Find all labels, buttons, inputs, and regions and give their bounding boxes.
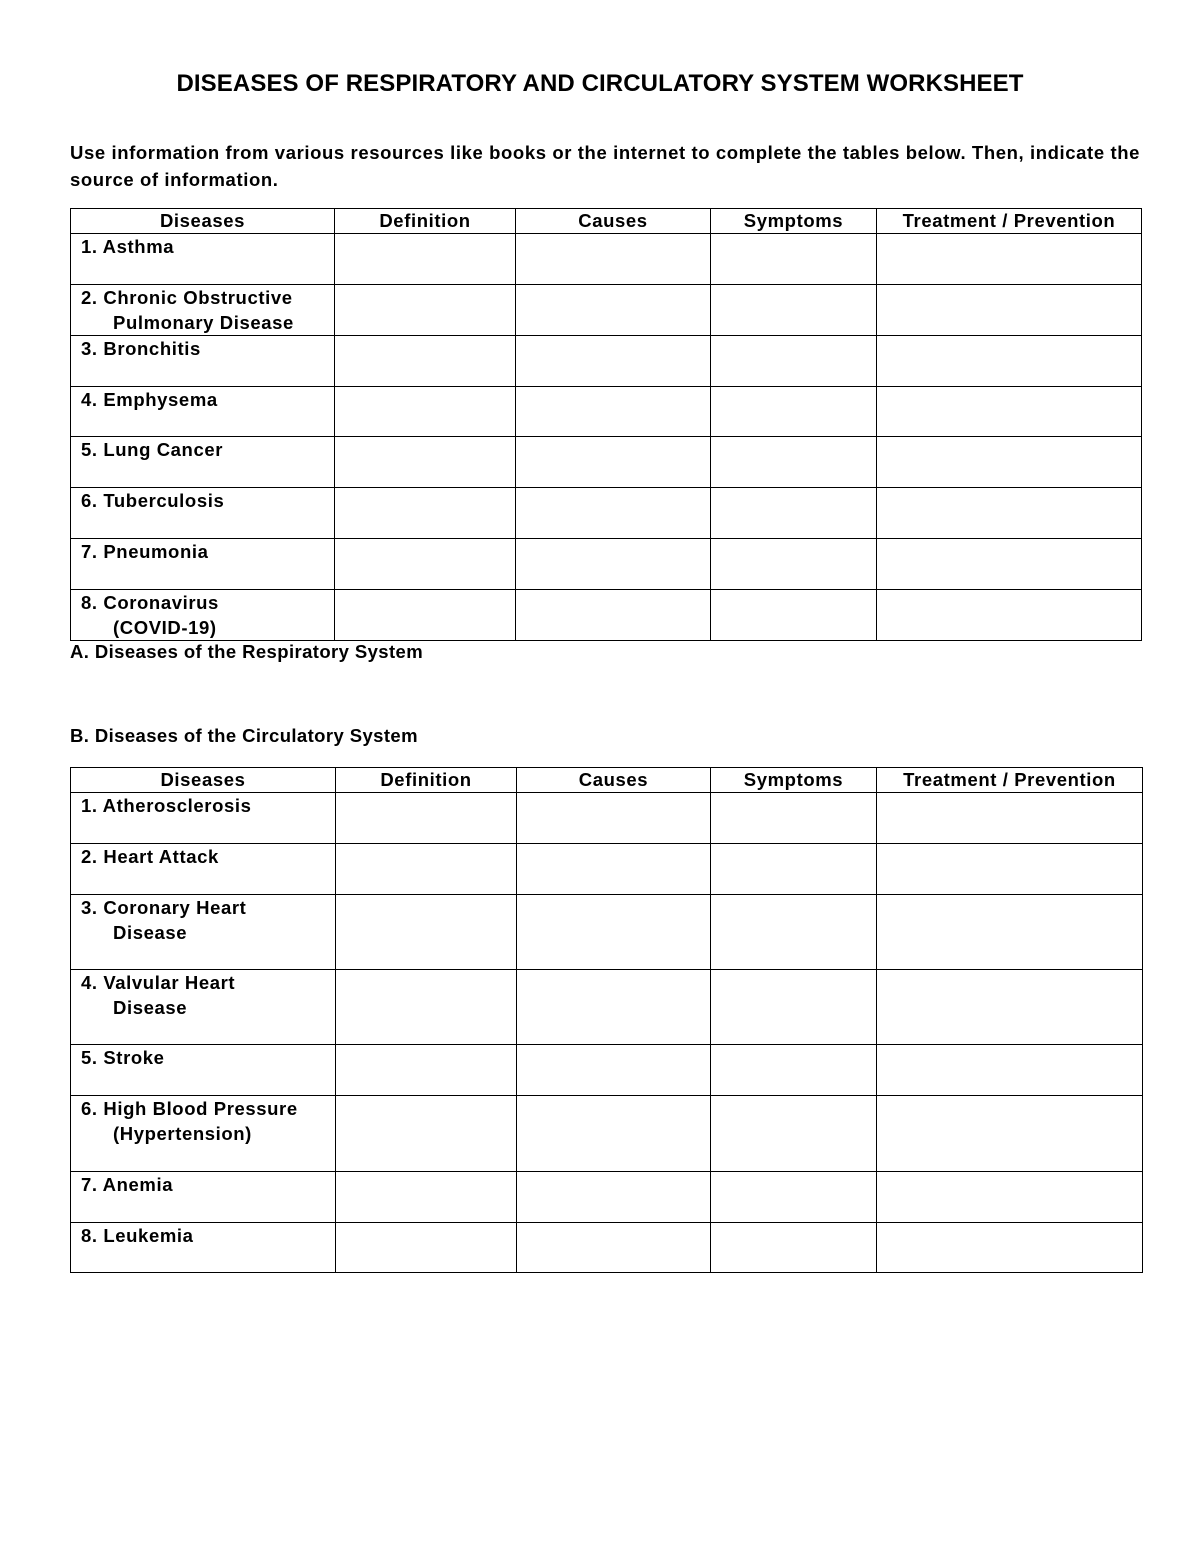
symptoms-answer-cell[interactable] [711,234,877,285]
circulatory-caption: B. Diseases of the Circulatory System [70,725,418,746]
symptoms-answer-cell[interactable] [711,539,877,590]
symptoms-answer-cell[interactable] [711,1045,877,1096]
treatment-answer-cell[interactable] [877,1172,1143,1223]
treatment-answer-cell[interactable] [877,1223,1143,1273]
definition-answer-cell[interactable] [335,336,516,387]
treatment-answer-cell[interactable] [877,336,1142,387]
disease-name: 6. Tuberculosis [81,490,225,511]
definition-answer-cell[interactable] [336,1172,517,1223]
col-header-definition: Definition [335,209,516,234]
treatment-answer-cell[interactable] [877,590,1142,641]
definition-answer-cell[interactable] [336,895,517,970]
symptoms-answer-cell[interactable] [711,336,877,387]
treatment-answer-cell[interactable] [877,488,1142,539]
definition-answer-cell[interactable] [335,488,516,539]
causes-answer-cell[interactable] [517,793,711,844]
symptoms-answer-cell[interactable] [711,437,877,488]
causes-answer-cell[interactable] [517,844,711,895]
disease-name-cell [71,234,335,285]
symptoms-answer-cell[interactable] [711,1223,877,1273]
definition-answer-cell[interactable] [336,1223,517,1273]
disease-name-cell [71,793,336,844]
symptoms-answer-cell[interactable] [711,590,877,641]
table-row [71,1172,1143,1223]
disease-name: 4. Emphysema [81,389,218,410]
col-header-symptoms: Symptoms [711,209,877,234]
table-row [71,844,1143,895]
col-header-symptoms: Symptoms [711,768,877,793]
disease-name-cell [71,1172,336,1223]
disease-name: 4. Valvular Heart [81,972,236,993]
table-row [71,539,1142,590]
treatment-answer-cell[interactable] [877,844,1143,895]
causes-answer-cell[interactable] [516,488,711,539]
disease-name-cell [71,1223,336,1273]
table-row [71,488,1142,539]
col-header-treatment: Treatment / Prevention [877,209,1142,234]
symptoms-answer-cell[interactable] [711,844,877,895]
treatment-answer-cell[interactable] [877,387,1142,437]
causes-answer-cell[interactable] [517,1172,711,1223]
definition-answer-cell[interactable] [335,590,516,641]
table-row [71,1045,1143,1096]
table-row [71,234,1142,285]
table-row [71,1096,1143,1172]
disease-name: 3. Bronchitis [81,338,201,359]
worksheet-title: DISEASES OF RESPIRATORY AND CIRCULATORY SYSTEM WORKSHEET [176,70,1024,97]
disease-name-cell [71,285,335,336]
col-header-diseases: Diseases [71,768,336,793]
disease-name-continued: (Hypertension) [113,1123,252,1144]
causes-answer-cell[interactable] [516,285,711,336]
disease-name-continued: Disease [113,922,188,943]
table-row [71,336,1142,387]
disease-name: 2. Heart Attack [81,846,219,867]
col-header-diseases: Diseases [71,209,335,234]
col-header-definition: Definition [336,768,517,793]
disease-name: 1. Atherosclerosis [81,795,252,816]
col-header-treatment: Treatment / Prevention [877,768,1143,793]
disease-name-continued: Disease [113,997,188,1018]
circulatory-table [70,767,1143,1273]
definition-answer-cell[interactable] [335,437,516,488]
disease-name: 7. Anemia [81,1174,174,1195]
table-row [71,1223,1143,1273]
treatment-answer-cell[interactable] [877,539,1142,590]
disease-name-cell [71,488,335,539]
treatment-answer-cell[interactable] [877,793,1143,844]
disease-name-continued: (COVID-19) [113,617,217,638]
treatment-answer-cell[interactable] [877,1045,1143,1096]
disease-name-cell [71,437,335,488]
treatment-answer-cell[interactable] [877,285,1142,336]
col-header-causes: Causes [517,768,711,793]
disease-name-cell [71,970,336,1045]
disease-name-cell [71,336,335,387]
treatment-answer-cell[interactable] [877,970,1143,1045]
causes-answer-cell[interactable] [516,336,711,387]
definition-answer-cell[interactable] [335,285,516,336]
causes-answer-cell[interactable] [517,895,711,970]
table-row [71,970,1143,1045]
causes-answer-cell[interactable] [516,539,711,590]
symptoms-answer-cell[interactable] [711,895,877,970]
definition-answer-cell[interactable] [335,234,516,285]
table-row [71,387,1142,437]
disease-name-cell [71,590,335,641]
disease-name: 7. Pneumonia [81,541,209,562]
disease-name-cell [71,387,335,437]
causes-answer-cell[interactable] [516,590,711,641]
definition-answer-cell[interactable] [335,387,516,437]
disease-name-cell [71,539,335,590]
table-row [71,590,1142,641]
symptoms-answer-cell[interactable] [711,1096,877,1172]
causes-answer-cell[interactable] [516,234,711,285]
respiratory-table [70,208,1142,641]
definition-answer-cell[interactable] [335,539,516,590]
disease-name: 1. Asthma [81,236,175,257]
causes-answer-cell[interactable] [517,970,711,1045]
disease-name: 3. Coronary Heart [81,897,247,918]
definition-answer-cell[interactable] [336,1096,517,1172]
treatment-answer-cell[interactable] [877,437,1142,488]
disease-name-cell [71,1096,336,1172]
definition-answer-cell[interactable] [336,1045,517,1096]
disease-name: 5. Stroke [81,1047,165,1068]
causes-answer-cell[interactable] [517,1223,711,1273]
treatment-answer-cell[interactable] [877,895,1143,970]
disease-name: 8. Coronavirus [81,592,219,613]
symptoms-answer-cell[interactable] [711,488,877,539]
disease-name: 6. High Blood Pressure [81,1098,298,1119]
table-row [71,793,1143,844]
symptoms-answer-cell[interactable] [711,970,877,1045]
symptoms-answer-cell[interactable] [711,285,877,336]
disease-name-cell [71,895,336,970]
treatment-answer-cell[interactable] [877,1096,1143,1172]
symptoms-answer-cell[interactable] [711,793,877,844]
table-header-row [71,768,1143,793]
definition-answer-cell[interactable] [336,844,517,895]
col-header-causes: Causes [516,209,711,234]
disease-name: 5. Lung Cancer [81,439,224,460]
treatment-answer-cell[interactable] [877,234,1142,285]
symptoms-answer-cell[interactable] [711,1172,877,1223]
disease-name: 2. Chronic Obstructive [81,287,293,308]
disease-name-cell [71,844,336,895]
definition-answer-cell[interactable] [336,970,517,1045]
causes-answer-cell[interactable] [517,1096,711,1172]
disease-name: 8. Leukemia [81,1225,194,1246]
definition-answer-cell[interactable] [336,793,517,844]
symptoms-answer-cell[interactable] [711,387,877,437]
instructions: Use information from various resources like books or the internet to complete the tables below. Then, indicate the source of information. [70,142,1141,190]
disease-name-continued: Pulmonary Disease [113,312,294,333]
causes-answer-cell[interactable] [517,1045,711,1096]
causes-answer-cell[interactable] [516,437,711,488]
table-header-row [71,209,1142,234]
causes-answer-cell[interactable] [516,387,711,437]
table-row [71,437,1142,488]
table-row [71,895,1143,970]
respiratory-caption: A. Diseases of the Respiratory System [70,641,424,662]
disease-name-cell [71,1045,336,1096]
table-row [71,285,1142,336]
